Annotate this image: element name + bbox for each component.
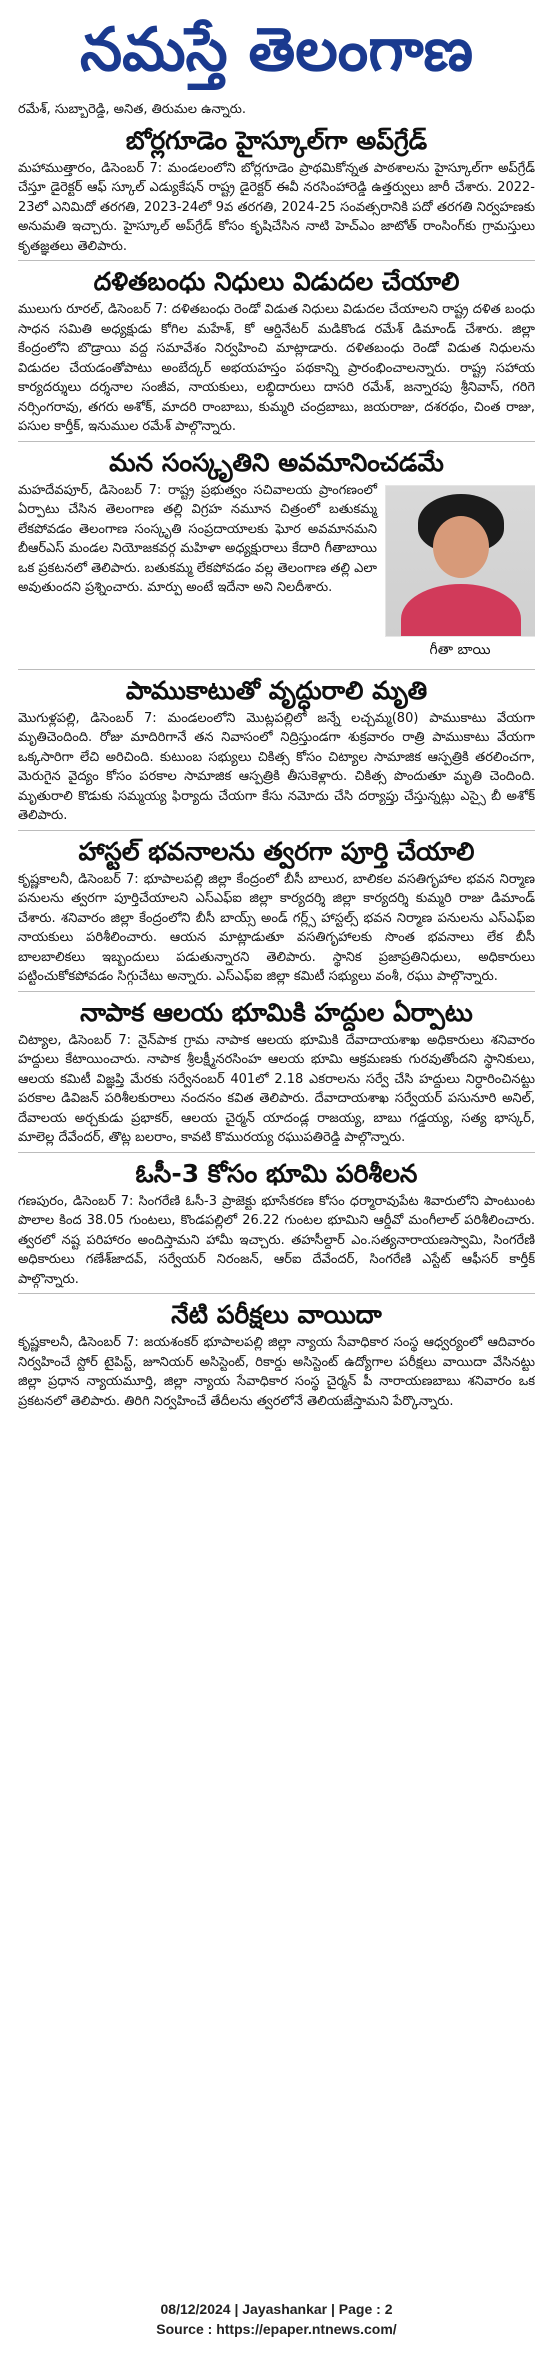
article-hostel [18, 835, 535, 987]
page-footer [0, 2299, 553, 2339]
photo-figure [401, 584, 521, 637]
article-body: చిట్యాల, డిసెంబర్‌ 7: నైన్‌పాక గ్రామ నాపాక ఆలయ భూమికి దేవాదాయశాఖ అధికారులు శనివారం హద్దులు కేటాయించారు. నాపాక శ్రీలక్ష్మీనరసింహ ఆలయ భూమి ఆక్రమణకు గురవుతోందని స్థానికులు, ఆలయ కమిటీ విజ్ఞప్తి మేరకు సర్వేనంబర్‌ 401లో 2.18 ఎకరాలను సర్వే చేసి హద్దులు నిర్ధారించినట్టు పరకాల డివిజన్‌ పరిశీలకురాలు నందనం కవిత తెలిపారు. దేవాదాయశాఖ సర్వేయర్‌ పసునూరి అనిల్‌, దేవాలయ అర్చకుడు ప్రభాకర్‌, ఆలయ చైర్మన్‌ యాదండ్ల రాజయ్య, బాబు గడ్డయ్య, సత్య భాస్కర్‌, మాలెల్ల దేవేందర్‌, తొట్ల బలరాం, కావటి కొమురయ్య రఘుపతిరెడ్డి పాల్గొన్నారు. [18, 1032, 535, 1145]
article-body: ములుగు రూరల్‌, డిసెంబర్‌ 7: దళితబంధు రెండో విడుత నిధులు విడుదల చేయాలని రాష్ట్ర దళిత బంధు సాధన సమితి అధ్యక్షుడు కోగిల మహేశ్‌, కో ఆర్డినేటర్‌ మడికొండ రమేశ్‌ డిమాండ్‌ చేశారు. జిల్లా కేంద్రంలోని బొడ్రాయి వద్ద సమావేశం నిర్వహించి మాట్లాడారు. దళితబంధు రెండో విడుత నిధులను విడుదల చేయడంతోపాటు అంబేద్కర్‌ అభయహస్తం పథకాన్ని ప్రారంభించాలన్నారు. రాష్ట్ర సహాయ కార్యదర్శులు దర్శనాల సంజీవ, నాయకులు, లబ్ధిదారులు దాసరి రమేశ్‌, జన్నారపు శ్రీనివాస్‌, గరిగె నర్సింగరావు, తగరు అశోక్‌, మాదరి రాంబాబు, కుమ్మరి చంద్రబాబు, జయరాజు, దశరథం, చింత రాజు, పసుల కార్తీక్‌, ఇనుముల రమేశ్‌ పాల్గొన్నారు. [18, 302, 535, 434]
article-temple-land [18, 996, 535, 1148]
article-culture [18, 446, 535, 658]
article-snakebite [18, 674, 535, 826]
news-column [18, 100, 535, 2260]
divider [18, 669, 535, 670]
article-exams-postponed [18, 1298, 535, 1411]
article-body: కృష్ణకాలనీ, డిసెంబర్‌ 7: భూపాలపల్లి జిల్లా కేంద్రంలో బీసీ బాలుర, బాలికల వసతిగృహాల భవన నిర్మాణ పనులను త్వరగా పూర్తిచేయాలని ఎస్‌ఎఫ్‌ఐ జిల్లా కార్యదర్శి జిల్లా కార్యదర్శి కుమ్మరి రాజు డిమాండ్‌ చేశారు. శనివారం జిల్లా కేంద్రంలోని బీసీ బాయ్స్‌ అండ్‌ గర్ల్స్‌ హాస్టల్స్‌ భవన నిర్మాణ పనులను ఎస్‌ఎఫ్‌ఐ నాయకులు పరిశీలించారు. ఆయన మాట్లాడుతూ వసతిగృహాలకు సొంత భవనాలు లేక బీసీ బాలబాలికలు ఇబ్బందులు పడుతున్నారని తెలిపారు. స్థానిక ప్రజాప్రతినిధులు, అధికారులు పట్టించుకోకపోవడం సిగ్గుచేటు అన్నారు. ఎస్‌ఎఫ్‌ఐ జిల్లా కమిటీ సభ్యులు వంశీ, రఘు పాల్గొన్నారు. [18, 871, 535, 984]
article-headline: నేటి పరీక్షలు వాయిదా [171, 1300, 382, 1329]
divider [18, 441, 535, 442]
article-body: మొగుళ్లపల్లి, డిసెంబర్‌ 7: మండలంలోని మొట్లపల్లిలో జన్నే లచ్చమ్మ(80) పాముకాటు వేయగా మృతిచెందింది. రోజు మాదిరిగానే తన నివాసంలో నిద్రిస్తుండగా శుక్రవారం రాత్రి పాముకాటు వేయగా ఒక్కసారిగా లేచి అరిచింది. కుటుంబ సభ్యులు చికిత్స కోసం చిట్యాల సామాజిక ఆస్పత్రికి తరలించగా, మెరుగైన వైద్యం కోసం పరకాల సామాజిక ఆస్పత్రికి తీసుకెళ్లారు. చికిత్స పొందుతూ మృతి చెందింది. మృతురాలి కొడుకు సమ్మయ్య ఫిర్యాదు చేయగా కేసు నమోదు చేసి దర్యాప్తు చేస్తున్నట్లు ఎస్సై బీ అశోక్‌ తెలిపారు. [18, 710, 535, 823]
article-dalitabandhu [18, 265, 535, 437]
continued-text: రమేశ్‌, సుబ్బారెడ్డి, అనిత, తిరుమల ఉన్నారు. [18, 102, 247, 117]
divider [18, 830, 535, 831]
article-body: మహాముత్తారం, డిసెంబర్‌ 7: మండలంలోని బోర్లగూడెం ప్రాథమికోన్నత పాఠశాలను హైస్కూల్‌గా అప్‌గ్రేడ్‌ చేస్తూ డైరెక్టర్‌ ఆఫ్‌ స్కూల్‌ ఎడ్యుకేషన్‌ రాష్ట్ర డైరెక్టర్‌ ఈవీ నరసింహారెడ్డి ఉత్తర్వులు జారీ చేశారు. 2022-23లో ఎనిమిదో తరగతి, 2023-24లో 9వ తరగతి, 2024-25 సంవత్సరానికి పదో తరగతి నిర్వహణకు అనుమతి ఇచ్చారు. హైస్కూల్‌ అప్‌గ్రేడ్‌ కోసం కృషిచేసిన నాటి హెచ్‌ఎం జాటోత్‌ రాంసింగ్‌కు గ్రామస్తులు కృతజ్ఞతలు తెలిపారు. [18, 160, 535, 254]
footer-edition-info: 08/12/2024 | Jayashankar | Page : 2 [160, 2301, 393, 2317]
divider [18, 260, 535, 261]
article-headline: హాస్టల్‌ భవనాలను త్వరగా పూర్తి చేయాలి [78, 836, 475, 866]
article-oc3 [18, 1157, 535, 1290]
article-headline: ఓసీ-3 కోసం భూమి పరిశీలన [135, 1158, 418, 1188]
article-headline: బోర్లగూడెం హైస్కూల్‌గా అప్‌గ్రేడ్‌ [125, 125, 428, 155]
divider [18, 1152, 535, 1153]
article-headline: పాముకాటుతో వృద్ధురాలి మృతి [125, 675, 428, 705]
footer-source: Source : https://epaper.ntnews.com/ [156, 2321, 397, 2337]
article-body: గణపురం, డిసెంబర్‌ 7: సింగరేణి ఓసీ-3 ప్రాజెక్టు భూసేకరణ కోసం ధర్మారావుపేట శివారులోని పాంటుంట పొలాల కింద 38.05 గుంటలు, కొండపల్లిలో 26.22 గుంటల భూమిని ఆర్డీవో మంగీలాల్‌ పరిశీలించారు. త్వరలో నష్ట పరిహారం అందిస్తామని హామీ ఇచ్చారు. తహసీల్దార్‌ ఎం.సత్యనారాయణస్వామి, సింగరేణి అధికారులు గణేశ్‌జాదవ్‌, సర్వేయర్‌ నిరంజన్‌, ఆర్‌ఐ దేవేందర్‌, సింగరేణి ఎస్టేట్‌ ఆఫీసర్‌ కార్తీక్‌ పాల్గొన్నారు. [18, 1193, 535, 1287]
photo-caption: గీతా బాయి [429, 641, 491, 658]
article-headline: నాపాక ఆలయ భూమికి హద్దుల ఏర్పాటు [80, 997, 473, 1027]
article-headline: దళితబంధు నిధులు విడుదల చేయాలి [93, 267, 460, 296]
divider [18, 991, 535, 992]
divider [18, 1293, 535, 1294]
article-body: మహదేవపూర్‌, డిసెంబర్‌ 7: రాష్ట్ర ప్రభుత్వం సచివాలయ ప్రాంగణంలో ఏర్పాటు చేసిన తెలంగాణ తల్లి విగ్రహ నమూన చిత్రంలో బతుకమ్మ లేకపోవడం తెలంగాణ సంస్కృతి సంప్రదాయాలకు ఘోర అవమానమని బీఆర్‌ఎస్‌ మండల నియోజకవర్గ మహిళా అధ్యక్షురాలు కేదారి గీతాబాయి ఒక ప్రకటనలో తెలిపారు. బతుకమ్మ లేకపోవడం వల్ల తెలంగాణ తల్లి ఎలా అవుతుందని ప్రశ్నించారు. మార్పు అంటే ఇదేనా అని నిలదీశారు. [18, 482, 377, 595]
photo-figure [433, 516, 489, 578]
article-borlagudem [18, 124, 535, 257]
article-headline: మన సంస్కృతిని అవమానించడమే [109, 447, 444, 477]
masthead [0, 0, 553, 100]
article-body: కృష్ణకాలనీ, డిసెంబర్‌ 7: జయశంకర్‌ భూపాలపల్లి జిల్లా న్యాయ సేవాధికార సంస్థ ఆధ్వర్యంలో ఆదివారం నిర్వహించే స్టోర్‌ టైపిస్ట్‌, జూనియర్‌ అసిస్టెంట్‌, రికార్డు అసిస్టెంట్‌ ఉద్యోగాల పరీక్షలు వాయిదా వేసినట్టు జిల్లా ప్రధాన న్యాయమూర్తి, జిల్లా న్యాయ సేవాధికార సంస్థ చైర్మన్‌ పీ నారాయణబాబు శనివారం ఒక ప్రకటనలో తెలిపారు. తిరిగి నిర్వహించే తేదీలను త్వరలోనే తెలియజేస్తామని పేర్కొన్నారు. [18, 1335, 535, 1409]
photo-image [385, 485, 535, 637]
newspaper-logo: నమస్తే తెలంగాణ [79, 15, 474, 85]
portrait-photo [385, 485, 535, 663]
